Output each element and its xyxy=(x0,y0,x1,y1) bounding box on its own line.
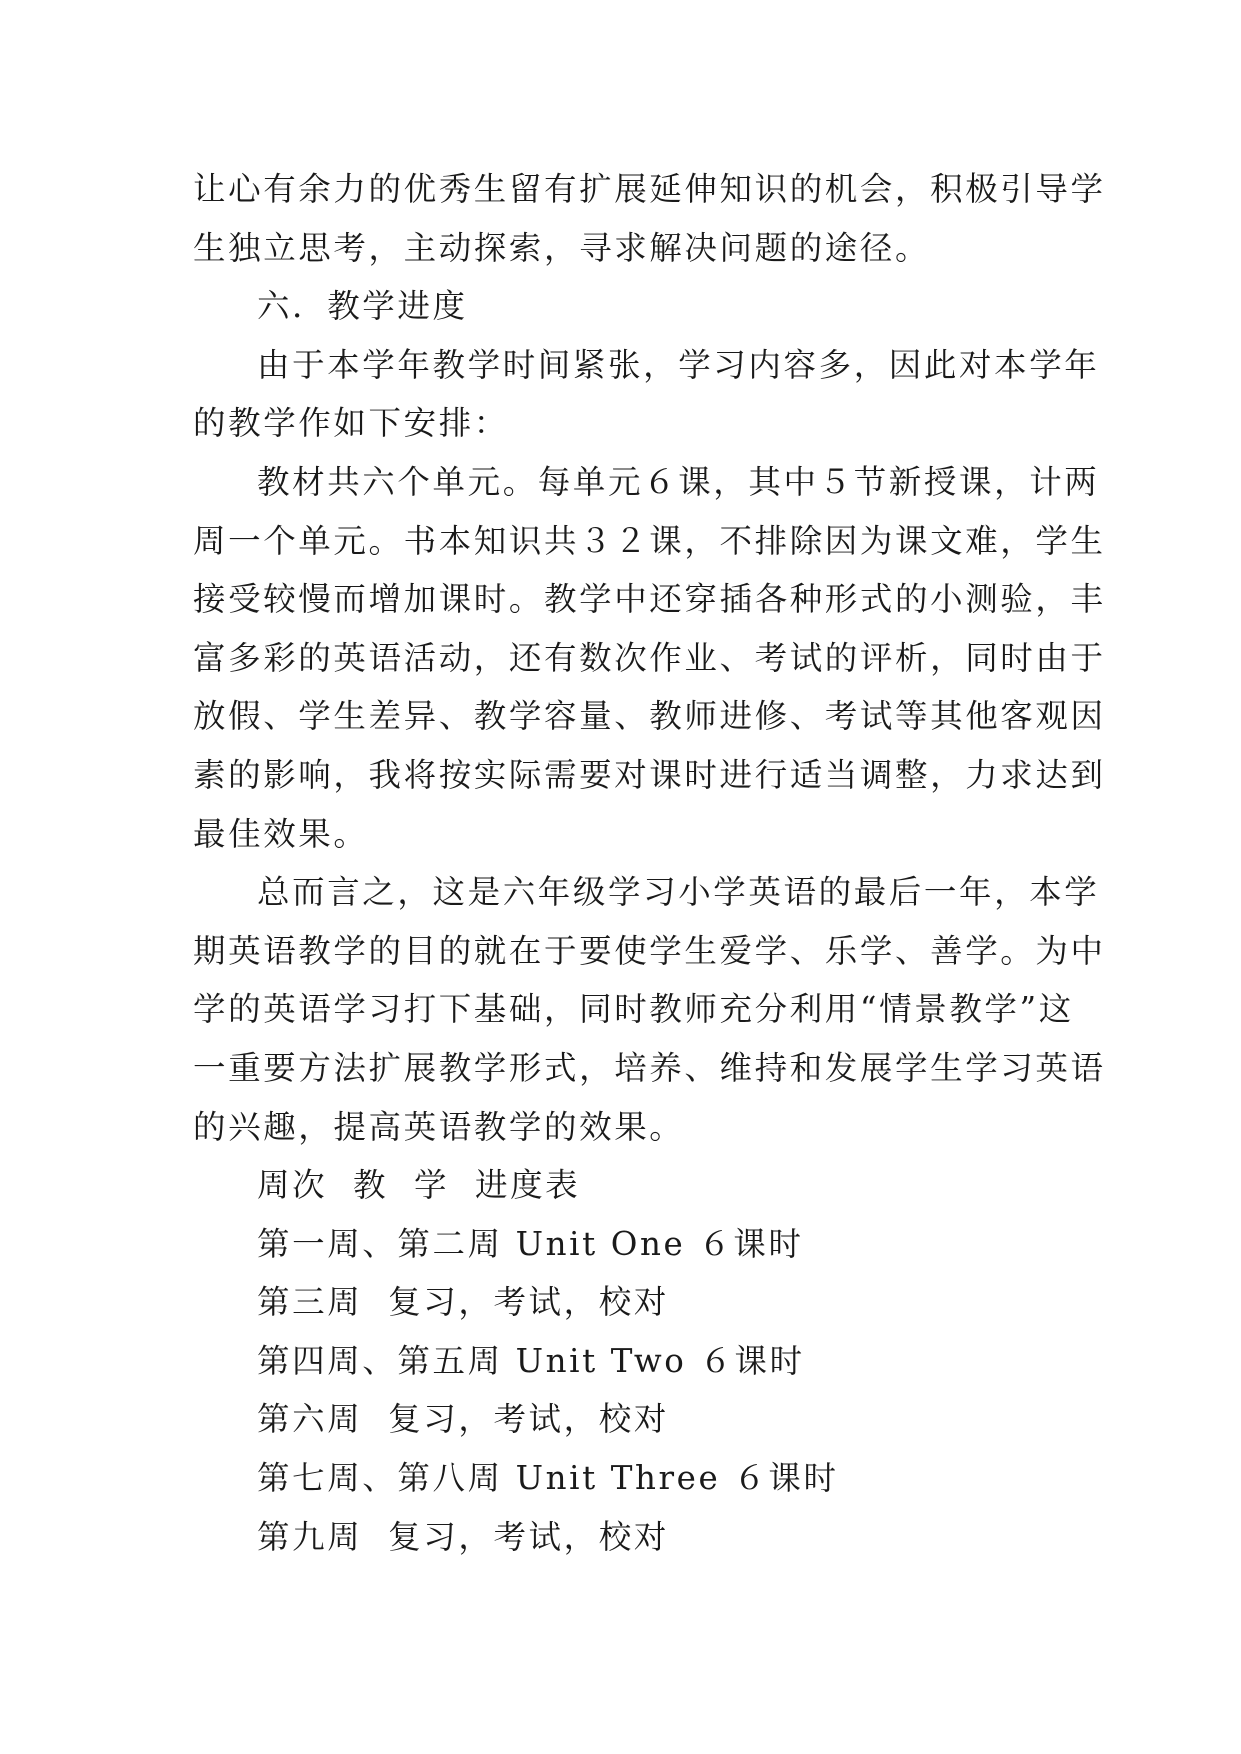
paragraph-line: 放假、学生差异、教学容量、教师进修、考试等其他客观因 xyxy=(193,697,1106,736)
schedule-row: 第四周、第五周 Unit Two ６课时 xyxy=(257,1341,805,1380)
paragraph-line: 生独立思考，主动探索，寻求解决问题的途径。 xyxy=(193,228,931,267)
section-heading: 六．教学进度 xyxy=(257,287,468,326)
paragraph-line: 最佳效果。 xyxy=(193,814,369,853)
schedule-row: 第九周 复习，考试，校对 xyxy=(257,1517,669,1556)
paragraph-line: 周一个单元。书本知识共３２课，不排除因为课文难，学生 xyxy=(193,521,1106,560)
schedule-row: 第一周、第二周 Unit One ６课时 xyxy=(257,1224,804,1263)
paragraph-line: 素的影响，我将按实际需要对课时进行适当调整，力求达到 xyxy=(193,755,1106,794)
paragraph-line: 的兴趣，提高英语教学的效果。 xyxy=(193,1107,685,1146)
document-body xyxy=(193,160,1106,1566)
schedule-row: 第七周、第八周 Unit Three ６课时 xyxy=(257,1459,839,1498)
paragraph-line: 学的英语学习打下基础，同时教师充分利用“情景教学”这 xyxy=(193,990,1074,1029)
paragraph-line: 富多彩的英语活动，还有数次作业、考试的评析，同时由于 xyxy=(193,638,1106,677)
paragraph-line: 让心有余力的优秀生留有扩展延伸知识的机会，积极引导学 xyxy=(193,170,1106,208)
paragraph-line: 由于本学年教学时间紧张，学习内容多，因此对本学年 xyxy=(257,345,1100,384)
paragraph-line: 教材共六个单元。每单元６课，其中５节新授课，计两 xyxy=(257,462,1100,501)
paragraph-line: 总而言之，这是六年级学习小学英语的最后一年，本学 xyxy=(257,873,1100,912)
schedule-row: 第三周 复习，考试，校对 xyxy=(257,1283,669,1322)
schedule-row: 第六周 复习，考试，校对 xyxy=(257,1400,669,1439)
paragraph-line: 一重要方法扩展教学形式，培养、维持和发展学生学习英语 xyxy=(193,1048,1106,1087)
schedule-heading: 周次 教 学 进度表 xyxy=(257,1166,581,1205)
paragraph-line: 接受较慢而增加课时。教学中还穿插各种形式的小测验，丰 xyxy=(193,580,1106,619)
paragraph-line: 期英语教学的目的就在于要使学生爱学、乐学、善学。为中 xyxy=(193,931,1106,970)
paragraph-line: 的教学作如下安排： xyxy=(193,404,509,443)
